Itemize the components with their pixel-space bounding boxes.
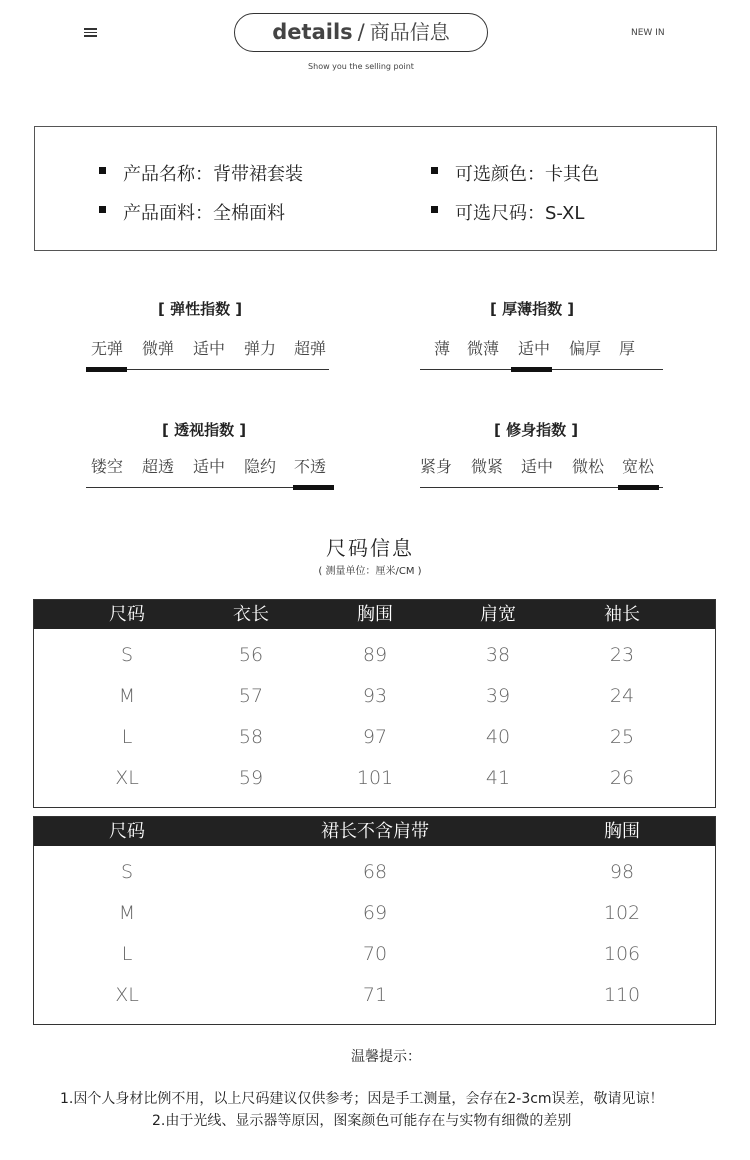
table-cell: XL xyxy=(115,984,139,1006)
page-title xyxy=(234,13,488,52)
index-label: 微松 xyxy=(572,457,605,476)
table-header-cell: 胸围 xyxy=(357,604,393,625)
table-cell: 41 xyxy=(485,767,511,789)
index-label: 偏厚 xyxy=(569,339,602,358)
index-label: 适中 xyxy=(193,457,226,476)
table-cell: 58 xyxy=(238,726,264,748)
menu-icon[interactable] xyxy=(84,28,97,36)
table-cell: M xyxy=(118,685,136,707)
table-cell: 93 xyxy=(362,685,388,707)
table-cell: 69 xyxy=(362,902,388,924)
table-cell: XL xyxy=(115,767,139,789)
index-label: 紧身 xyxy=(420,457,453,476)
product-name: 产品名称：背带裙套装 xyxy=(123,160,303,186)
bullet-icon xyxy=(99,206,106,213)
product-color: 可选颜色：卡其色 xyxy=(455,160,599,186)
notice-line-1: 1.因个人身材比例不用，以上尺码建议仅供参考；因是手工测量，会存在2-3cm误差，敬请见谅！ xyxy=(60,1091,664,1107)
table-cell: L xyxy=(121,726,133,748)
table-cell: 98 xyxy=(609,861,635,883)
index-label: 厚 xyxy=(619,339,636,358)
product-fabric: 产品面料：全棉面料 xyxy=(123,199,285,225)
table-row xyxy=(34,975,715,1016)
size-unit-note: ( 测量单位：厘米/CM ) xyxy=(318,566,422,577)
table-cell: 70 xyxy=(362,943,388,965)
index-label: 微弹 xyxy=(142,339,175,358)
index-label: 适中 xyxy=(521,457,554,476)
index-selected-marker xyxy=(618,485,659,490)
index-label: 无弹 xyxy=(91,339,124,358)
index-label: 微紧 xyxy=(471,457,504,476)
index-label: 适中 xyxy=(193,339,226,358)
table-header xyxy=(34,817,715,846)
index-label: 适中 xyxy=(518,339,551,358)
index-label: 镂空 xyxy=(91,457,124,476)
table-cell: 110 xyxy=(603,984,641,1006)
table-cell: 106 xyxy=(603,943,641,965)
table-cell: 26 xyxy=(609,767,635,789)
table-cell: 68 xyxy=(362,861,388,883)
size-table-top xyxy=(33,599,716,808)
table-row xyxy=(34,676,715,717)
table-cell: 57 xyxy=(238,685,264,707)
index-label: 不透 xyxy=(294,457,327,476)
table-header xyxy=(34,600,715,629)
table-cell: 59 xyxy=(238,767,264,789)
title-separator: / xyxy=(357,20,365,44)
table-cell: L xyxy=(121,943,133,965)
index-label: 宽松 xyxy=(622,457,655,476)
index-title: [ 透视指数 ] xyxy=(162,421,247,439)
index-label: 薄 xyxy=(434,339,451,358)
index-selected-marker xyxy=(511,367,552,372)
bullet-icon xyxy=(99,167,106,174)
table-cell: 89 xyxy=(362,644,388,666)
table-header-cell: 袖长 xyxy=(604,604,640,625)
table-cell: 101 xyxy=(356,767,394,789)
bullet-icon xyxy=(431,167,438,174)
size-table-skirt xyxy=(33,816,716,1025)
index-label: 超透 xyxy=(142,457,175,476)
table-cell: 56 xyxy=(238,644,264,666)
table-row xyxy=(34,758,715,799)
index-title: [ 修身指数 ] xyxy=(494,421,579,439)
bullet-icon xyxy=(431,206,438,213)
table-row xyxy=(34,717,715,758)
table-header-cell: 裙长不含肩带 xyxy=(321,821,429,842)
table-cell: S xyxy=(120,861,134,883)
notice-title: 温馨提示： xyxy=(351,1049,421,1065)
title-english: details xyxy=(272,20,353,44)
table-cell: 102 xyxy=(603,902,641,924)
index-title: [ 厚薄指数 ] xyxy=(490,300,575,318)
size-info-heading: 尺码信息 xyxy=(326,536,414,560)
new-in-label: NEW IN xyxy=(631,28,665,38)
table-header-cell: 衣长 xyxy=(233,604,269,625)
table-cell: 23 xyxy=(609,644,635,666)
product-size-range: 可选尺码：S-XL xyxy=(455,199,584,225)
table-header-cell: 肩宽 xyxy=(480,604,516,625)
index-label: 弹力 xyxy=(244,339,277,358)
table-cell: 39 xyxy=(485,685,511,707)
subtitle: Show you the selling point xyxy=(308,62,414,71)
index-selected-marker xyxy=(293,485,334,490)
table-cell: 97 xyxy=(362,726,388,748)
table-cell: 71 xyxy=(362,984,388,1006)
table-row xyxy=(34,893,715,934)
table-cell: S xyxy=(120,644,134,666)
table-cell: 40 xyxy=(485,726,511,748)
table-header-cell: 尺码 xyxy=(109,604,145,625)
table-row xyxy=(34,934,715,975)
notice-line-2: 2.由于光线、显示器等原因，图案颜色可能存在与实物有细微的差别 xyxy=(152,1113,572,1129)
table-row xyxy=(34,635,715,676)
product-info-box xyxy=(34,126,717,251)
table-row xyxy=(34,852,715,893)
index-label: 隐约 xyxy=(244,457,277,476)
index-title: [ 弹性指数 ] xyxy=(158,300,243,318)
table-cell: M xyxy=(118,902,136,924)
index-selected-marker xyxy=(86,367,127,372)
table-cell: 25 xyxy=(609,726,635,748)
title-chinese: 商品信息 xyxy=(369,20,450,44)
index-label: 微薄 xyxy=(467,339,500,358)
table-cell: 38 xyxy=(485,644,511,666)
table-cell: 24 xyxy=(609,685,635,707)
index-label: 超弹 xyxy=(294,339,327,358)
table-header-cell: 胸围 xyxy=(604,821,640,842)
table-header-cell: 尺码 xyxy=(109,821,145,842)
